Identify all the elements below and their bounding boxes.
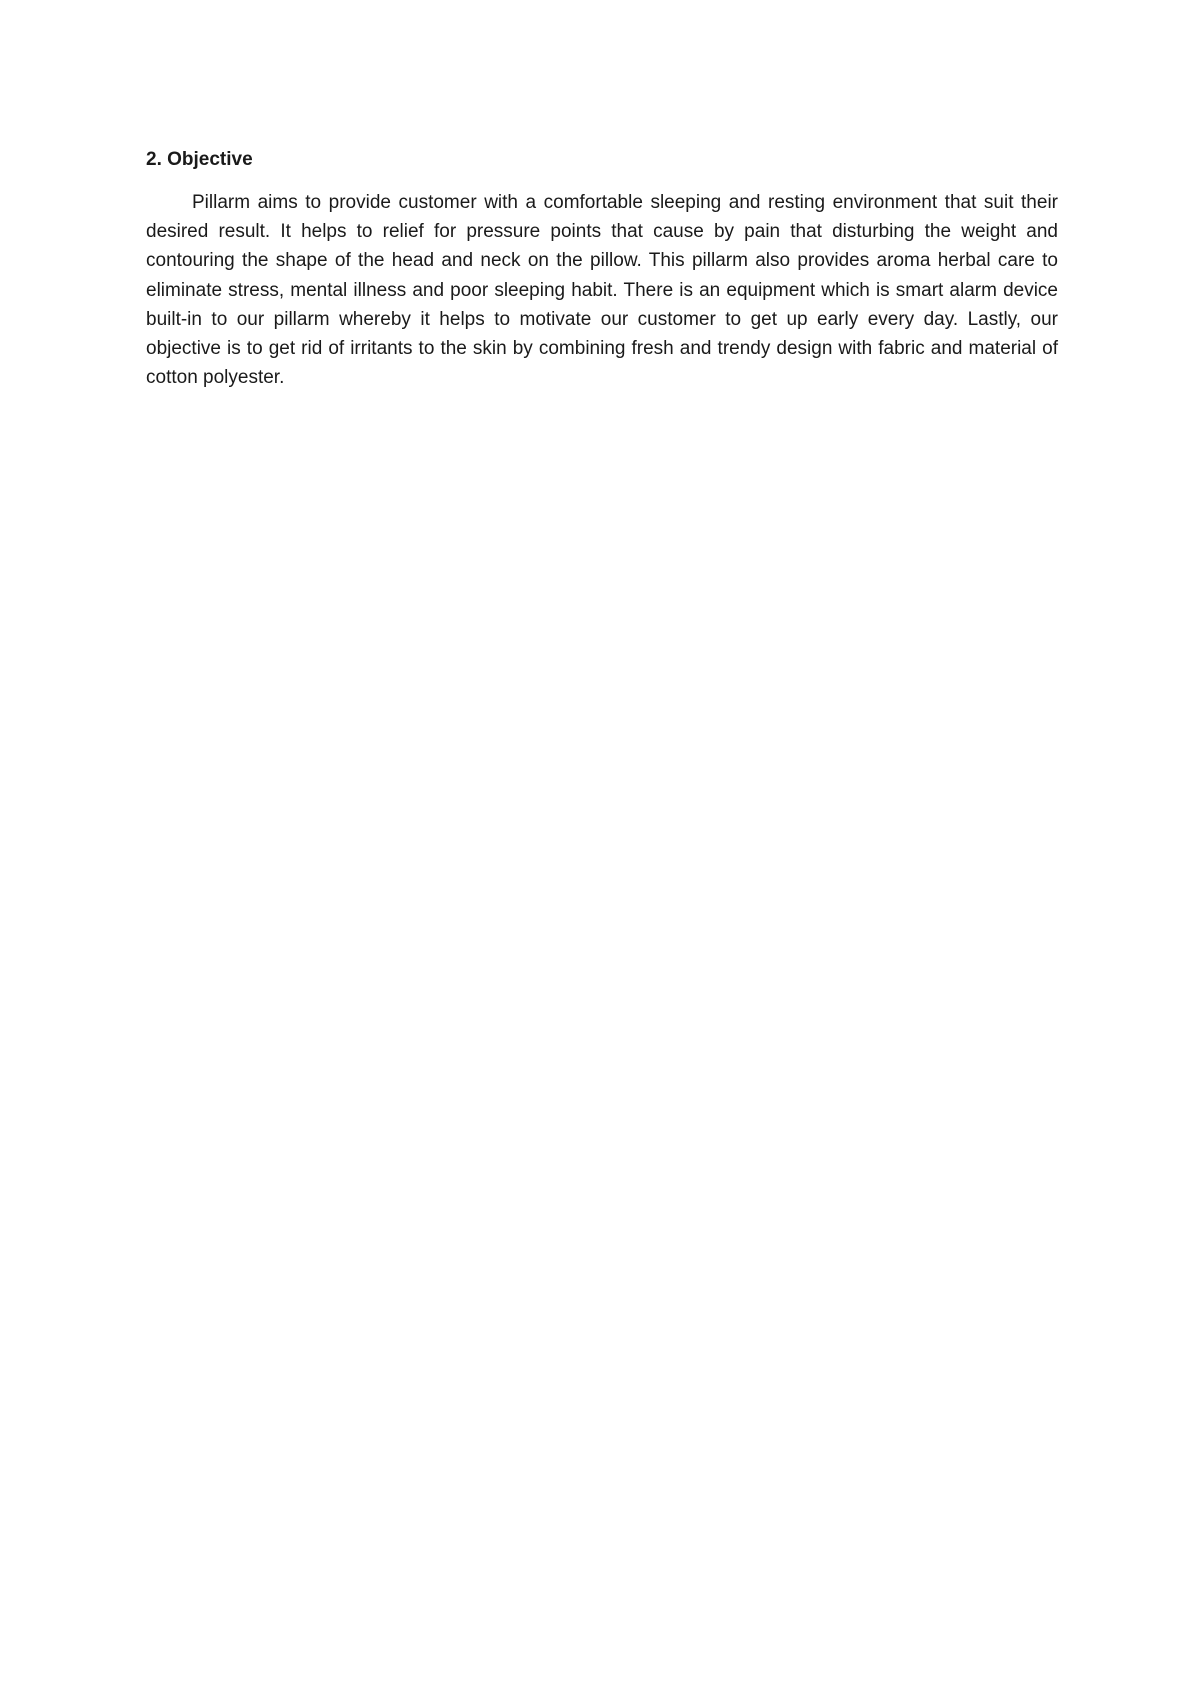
page-content	[146, 146, 1058, 392]
objective-paragraph: Pillarm aims to provide customer with a comfortable sleeping and resting environment that suit their desired result. It helps to relief for pressure points that cause by pain that disturbing the weight and contouring the shape of the head and neck on the pillow. This pillarm also provides aroma herbal care to eliminate stress, mental illness and poor sleeping habit. There is an equipment which is smart alarm device built-in to our pillarm whereby it helps to motivate our customer to get up early every day. Lastly, our objective is to get rid of irritants to the skin by combining fresh and trendy design with fabric and material of cotton polyester.	[146, 192, 1058, 389]
section-heading: 2. Objective	[146, 149, 253, 170]
